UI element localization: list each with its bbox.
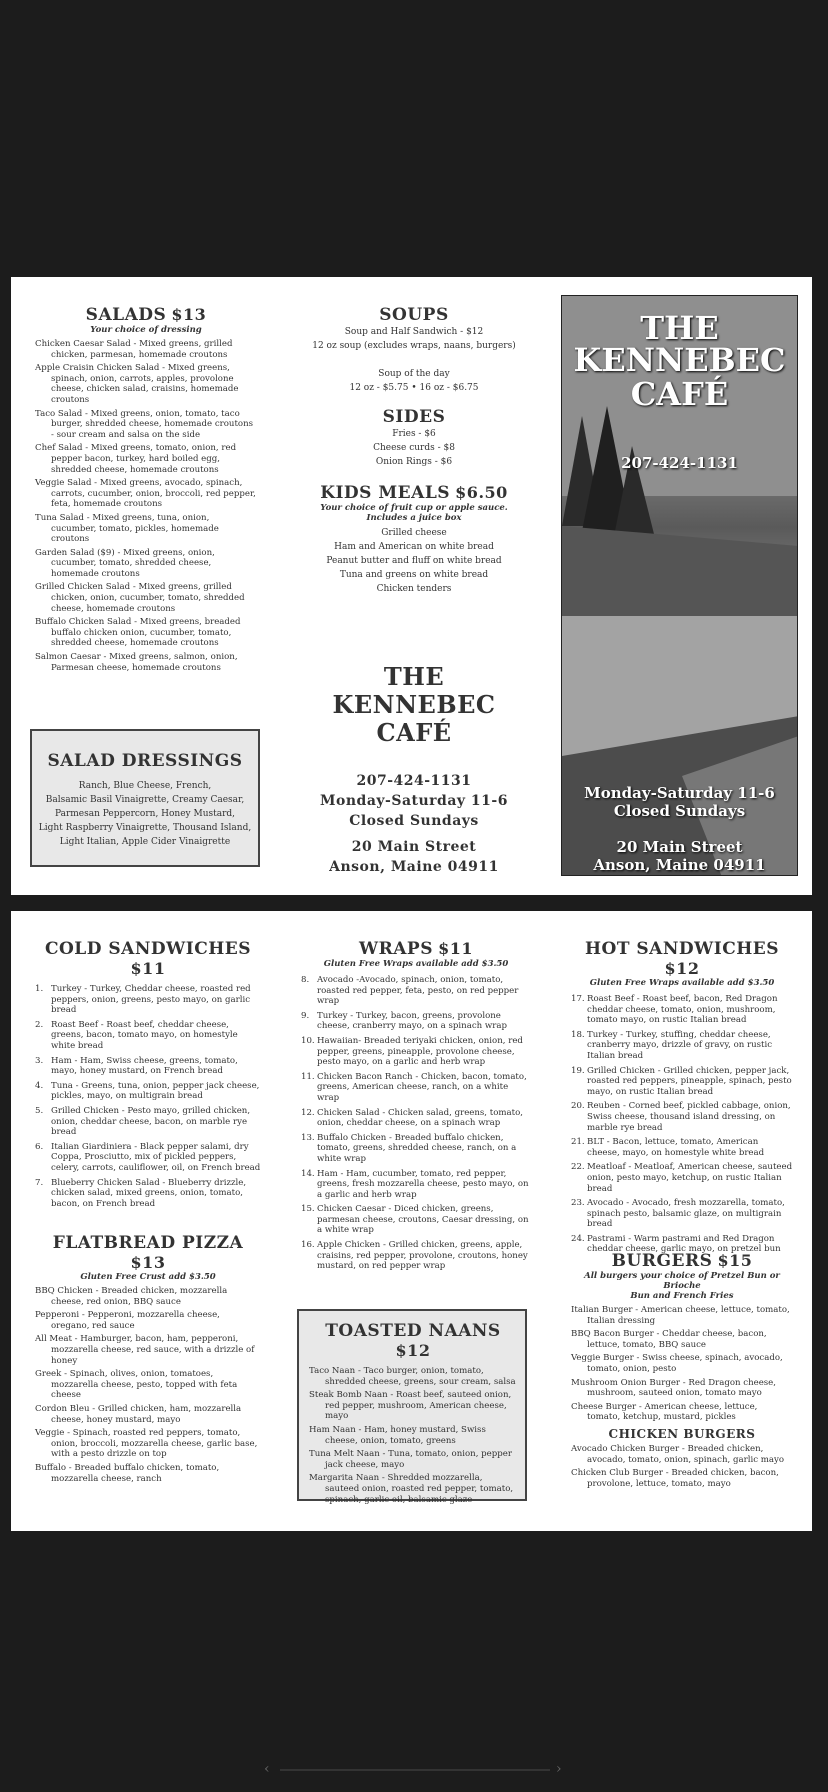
dressing-line: Light Raspberry Vinaigrette, Thousand Island, — [38, 823, 252, 833]
hot-item-number: 23. — [571, 1198, 585, 1209]
wrap-item-text: Avocado -Avocado, spinach, onion, tomato, roasted red pepper, feta, pesto, on red pepper wrap — [317, 975, 519, 1007]
cover-city: Anson, Maine 04911 — [593, 856, 766, 874]
wrap-item — [301, 1072, 531, 1104]
naans-price: $12 — [395, 1341, 431, 1360]
center-brand — [289, 663, 539, 877]
menu-panel-front — [11, 277, 812, 895]
naan-item: Ham Naan - Ham, honey mustard, Swiss cheese, onion, tomato, greens — [309, 1424, 486, 1446]
dressing-line: Parmesan Peppercorn, Honey Mustard, — [54, 809, 236, 819]
salad-item: Salmon Caesar - Mixed greens, salmon, onion, Parmesan cheese, homemade croutons — [35, 652, 238, 673]
chicken-burger-item: Avocado Chicken Burger - Breaded chicken, avocado, tomato, onion, spinach, garlic mayo — [571, 1443, 785, 1465]
cold-item — [35, 1106, 261, 1138]
brand-line-2: KENNEBEC — [332, 690, 496, 719]
brand-phone: 207-424-1131 — [356, 773, 472, 789]
salads-subtitle: Your choice of dressing — [90, 325, 202, 335]
wrap-item-number: 12. — [301, 1107, 315, 1118]
wrap-item-number: 9. — [301, 1010, 310, 1021]
cold-item-number: 7. — [35, 1177, 44, 1188]
wrap-item-text: Chicken Salad - Chicken salad, greens, tomato, onion, cheddar cheese, on a spinach wrap — [317, 1107, 524, 1129]
salads-title: SALADS — [85, 305, 167, 325]
wrap-item-number: 10. — [301, 1035, 315, 1046]
flatbread-item: Buffalo - Breaded buffalo chicken, tomato, mozzarella cheese, ranch — [35, 1462, 220, 1484]
salad-item: Buffalo Chicken Salad - Mixed greens, breaded buffalo chicken onion, cucumber, tomato, shredded cheese, homemade croutons — [35, 617, 241, 649]
burgers-section — [571, 1251, 793, 1492]
salad-item: Apple Craisin Chicken Salad - Mixed greens, spinach, onion, carrots, apples, provolone cheese, chicken salad, craisins, homemade croutons — [35, 363, 239, 405]
prev-page-icon[interactable]: ‹ — [264, 1761, 270, 1777]
kids-list — [289, 526, 539, 596]
next-page-icon[interactable]: › — [556, 1761, 562, 1777]
hot-item-text: Grilled Chicken - Grilled chicken, pepper jack, roasted red peppers, pineapple, spinach, pesto mayo, on rustic Italian bread — [587, 1065, 792, 1097]
kids-item: Grilled cheese — [381, 528, 447, 538]
dressings-title: SALAD DRESSINGS — [47, 751, 243, 771]
brand-line-1: THE — [383, 662, 445, 691]
wrap-item-text: Turkey - Turkey, bacon, greens, provolone cheese, cranberry mayo, on a spinach wrap — [317, 1010, 507, 1032]
hot-item — [571, 1137, 793, 1158]
kids-item: Tuna and greens on white bread — [339, 570, 489, 580]
wraps-list — [301, 975, 531, 1272]
salad-item: Grilled Chicken Salad - Mixed greens, grilled chicken, onion, cucumber, tomato, shredded cheese, homemade croutons — [35, 582, 245, 614]
cold-item-text: Tuna - Greens, tuna, onion, pepper jack cheese, pickles, mayo, on multigrain bread — [51, 1080, 260, 1102]
flatbread-item: BBQ Chicken - Breaded chicken, mozzarella cheese, red onion, BBQ sauce — [35, 1286, 228, 1307]
wraps-title: WRAPS — [359, 939, 433, 959]
wrap-item — [301, 975, 531, 1007]
burgers-price: $15 — [717, 1251, 753, 1270]
salad-item: Garden Salad ($9) - Mixed greens, onion, cucumber, tomato, shredded cheese, homemade croutons — [35, 547, 215, 579]
hot-item-text: Roast Beef - Roast beef, bacon, Red Dragon cheddar cheese, tomato, onion, mushroom, tomato mayo, on rustic Italian bread — [587, 994, 778, 1026]
salad-item: Taco Salad - Mixed greens, onion, tomato, taco burger, shredded cheese, homemade croutons - sour cream and salsa on the side — [35, 408, 254, 440]
sides-title: SIDES — [382, 407, 446, 427]
wraps-section — [301, 939, 531, 1276]
hot-item — [571, 994, 793, 1026]
burger-item: BBQ Bacon Burger - Cheddar cheese, bacon, lettuce, tomato, BBQ sauce — [571, 1329, 767, 1350]
cover-street: 20 Main Street — [616, 838, 743, 856]
flatbread-list — [35, 1286, 261, 1484]
burgers-title: BURGERS — [611, 1251, 713, 1271]
hot-subtitle: Gluten Free Wraps available add $3.50 — [589, 978, 775, 988]
flatbread-item: Cordon Bleu - Grilled chicken, ham, mozzarella cheese, honey mustard, mayo — [35, 1403, 242, 1425]
flatbread-item: Greek - Spinach, olives, onion, tomatoes, mozzarella cheese, pesto, topped with feta cheese — [35, 1369, 238, 1401]
salads-price: $13 — [171, 305, 207, 324]
chicken-burgers-list — [571, 1444, 793, 1489]
cold-item-number: 6. — [35, 1141, 44, 1152]
wrap-item-number: 16. — [301, 1240, 315, 1251]
wrap-item-number: 11. — [301, 1071, 315, 1082]
wraps-subtitle: Gluten Free Wraps available add $3.50 — [323, 959, 509, 969]
soups-line-1: Soup and Half Sandwich - $12 — [344, 327, 484, 337]
chicken-burger-item: Chicken Club Burger - Breaded chicken, bacon, provolone, lettuce, tomato, mayo — [571, 1468, 779, 1489]
wraps-price: $11 — [438, 939, 473, 958]
flatbread-price: $13 — [130, 1253, 166, 1272]
brand-hours: Monday-Saturday 11-6 — [320, 793, 508, 809]
hot-list — [571, 994, 793, 1255]
flatbread-title: FLATBREAD PIZZA — [52, 1233, 244, 1253]
salad-item: Veggie Salad - Mixed greens, avocado, spinach, carrots, cucumber, onion, broccoli, red pepper, feta, homemade croutons — [35, 478, 256, 510]
salad-item: Chicken Caesar Salad - Mixed greens, grilled chicken, parmesan, homemade croutons — [35, 339, 233, 360]
side-item: Cheese curds - $8 — [373, 443, 455, 453]
hot-price: $12 — [664, 959, 700, 978]
hot-item-number: 21. — [571, 1137, 585, 1148]
cold-price: $11 — [130, 959, 166, 978]
salad-item: Chef Salad - Mixed greens, tomato, onion, red pepper bacon, turkey, hard boiled egg, shredded cheese, homemade croutons — [35, 443, 237, 475]
kids-item: Chicken tenders — [376, 584, 452, 594]
cold-item-text: Roast Beef - Roast beef, cheddar cheese, greens, bacon, tomato mayo, on homestyle white bread — [51, 1019, 238, 1051]
side-item: Fries - $6 — [392, 429, 436, 439]
cold-item-number: 4. — [35, 1080, 44, 1091]
brand-street: 20 Main Street — [351, 839, 477, 855]
naan-item: Taco Naan - Taco burger, onion, tomato, shredded cheese, greens, sour cream, salsa — [309, 1366, 516, 1387]
flatbread-item: All Meat - Hamburger, bacon, ham, pepperoni, mozzarella cheese, red sauce, with a drizzle of honey — [35, 1334, 255, 1366]
brand-line-3: CAFÉ — [376, 718, 452, 747]
cold-item-text: Blueberry Chicken Salad - Blueberry drizzle, chicken salad, mixed greens, onion, tomato, bacon, on French bread — [51, 1177, 247, 1209]
dressing-line: Light Italian, Apple Cider Vinaigrette — [59, 837, 231, 847]
cover-closed: Closed Sundays — [613, 802, 746, 820]
cold-item-number: 5. — [35, 1105, 44, 1116]
cold-sandwiches-section — [35, 939, 261, 1213]
hot-title: HOT SANDWICHES — [584, 939, 780, 959]
wrap-item-text: Buffalo Chicken - Breaded buffalo chicken, tomato, greens, shredded cheese, ranch, on a white wrap — [317, 1132, 517, 1164]
kids-item: Peanut butter and fluff on white bread — [326, 556, 502, 566]
wrap-item — [301, 1036, 531, 1068]
cold-item-text: Grilled Chicken - Pesto mayo, grilled chicken, onion, cheddar cheese, bacon, on marble rye bread — [51, 1105, 251, 1138]
cold-item-number: 2. — [35, 1019, 44, 1030]
burger-item: Mushroom Onion Burger - Red Dragon cheese, mushroom, sauteed onion, tomato mayo — [571, 1377, 777, 1399]
hot-item-text: Avocado - Avocado, fresh mozzarella, tomato, spinach pesto, balsamic glaze, on multigrain bread — [587, 1198, 785, 1230]
hot-item-text: BLT - Bacon, lettuce, tomato, American cheese, mayo, on homestyle white bread — [587, 1137, 765, 1158]
burgers-list — [571, 1305, 793, 1423]
wrap-item — [301, 1011, 531, 1032]
hot-sandwiches-section — [571, 939, 793, 1259]
brand-city: Anson, Maine 04911 — [329, 859, 499, 875]
flatbread-item: Pepperoni - Pepperoni, mozzarella cheese, oregano, red sauce — [35, 1310, 220, 1331]
hot-item-number: 18. — [571, 1029, 585, 1040]
hot-item — [571, 1066, 793, 1098]
center-column — [289, 305, 539, 596]
kids-title: KIDS MEALS — [320, 483, 451, 503]
cover-line-2: KENNEBEC — [573, 341, 786, 379]
salads-section — [35, 305, 257, 676]
kids-subtitle-1: Your choice of fruit cup or apple sauce. — [320, 503, 508, 513]
hot-item-text: Meatloaf - Meatloaf, American cheese, sauteed onion, pesto mayo, ketchup, on rustic Italian bread — [587, 1162, 793, 1194]
cold-item — [35, 1020, 261, 1052]
hot-item-number: 17. — [571, 994, 585, 1004]
salad-item: Tuna Salad - Mixed greens, tuna, onion, cucumber, tomato, pickles, homemade croutons — [35, 512, 219, 545]
side-item: Onion Rings - $6 — [375, 457, 453, 467]
cold-title: COLD SANDWICHES — [44, 939, 252, 959]
cold-item — [35, 1178, 261, 1210]
cold-item — [35, 984, 261, 1016]
dressing-line: Ranch, Blue Cheese, French, — [78, 781, 212, 791]
cold-item-text: Turkey - Turkey, Cheddar cheese, roasted red peppers, onion, greens, pesto mayo, on garlic bread — [51, 984, 251, 1016]
wrap-item — [301, 1240, 531, 1272]
salad-dressings-box — [30, 729, 260, 867]
hot-item — [571, 1198, 793, 1230]
hot-item-text: Turkey - Turkey, stuffing, cheddar cheese, cranberry mayo, drizzle of gravy, on rustic Italian bread — [587, 1029, 773, 1061]
flatbread-item: Veggie - Spinach, roasted red peppers, tomato, onion, broccoli, mozzarella cheese, garlic base, with a pesto drizzle on top — [35, 1428, 258, 1460]
naans-list — [309, 1366, 517, 1505]
hot-item-number: 24. — [571, 1233, 585, 1244]
wrap-item-text: Apple Chicken - Grilled chicken, greens, apple, craisins, red pepper, provolone, croutons, honey mustard, on red pepper wrap — [317, 1240, 528, 1272]
soups-line-2: 12 oz soup (excludes wraps, naans, burgers) — [312, 341, 516, 351]
cover-photo — [561, 295, 798, 876]
cover-line-3: CAFÉ — [630, 375, 729, 413]
cold-item-number: 3. — [35, 1055, 44, 1066]
hot-item — [571, 1162, 793, 1194]
brand-closed: Closed Sundays — [349, 813, 479, 829]
chicken-burgers-title: CHICKEN BURGERS — [608, 1426, 756, 1441]
wrap-item-number: 8. — [301, 975, 310, 985]
hot-item-text: Reuben - Corned beef, pickled cabbage, onion, Swiss cheese, thousand island dressing, on marble rye bread — [587, 1101, 791, 1133]
burger-item: Veggie Burger - Swiss cheese, spinach, avocado, tomato, onion, pesto — [571, 1353, 783, 1374]
toasted-naans-box — [297, 1309, 527, 1505]
soup-of-the-day: Soup of the day — [378, 369, 450, 379]
wrap-item-text: Chicken Bacon Ranch - Chicken, bacon, tomato, greens, American cheese, ranch, on a white wrap — [317, 1071, 527, 1103]
cold-item-text: Ham - Ham, Swiss cheese, greens, tomato, mayo, honey mustard, on French bread — [51, 1055, 238, 1077]
cold-item-number: 1. — [35, 984, 44, 994]
salads-list — [35, 339, 257, 673]
cover-phone: 207-424-1131 — [621, 454, 738, 472]
hot-item — [571, 1101, 793, 1133]
hot-item-number: 20. — [571, 1101, 585, 1112]
cover-hours: Monday-Saturday 11-6 — [584, 784, 775, 802]
naans-title: TOASTED NAANS — [325, 1321, 501, 1341]
wrap-item-text: Hawaiian- Breaded teriyaki chicken, onion, red pepper, greens, pineapple, provolone cheese, pesto mayo, on a garlic and herb wrap — [317, 1035, 523, 1068]
wrap-item-number: 15. — [301, 1204, 315, 1215]
cover-line-1: THE — [640, 309, 719, 347]
naan-item: Steak Bomb Naan - Roast beef, sauteed onion, red pepper, mushroom, American cheese, mayo — [309, 1390, 512, 1422]
menu-panel-inside — [11, 911, 812, 1531]
flatbread-subtitle: Gluten Free Crust add $3.50 — [80, 1272, 216, 1282]
page-scrollbar[interactable] — [280, 1769, 550, 1771]
burgers-subtitle-2: Bun and French Fries — [630, 1291, 734, 1301]
hot-item-number: 22. — [571, 1162, 585, 1173]
kids-item: Ham and American on white bread — [334, 542, 494, 552]
dressings-list — [32, 779, 258, 849]
cold-item — [35, 1081, 261, 1102]
cold-item-text: Italian Giardiniera - Black pepper salami, dry Coppa, Prosciutto, mix of pickled peppers, celery, carrots, cauliflower, oil, on French bread — [51, 1141, 261, 1173]
cold-list — [35, 984, 261, 1209]
wrap-item — [301, 1108, 531, 1129]
kids-price: $6.50 — [455, 483, 508, 502]
dressing-line: Balsamic Basil Vinaigrette, Creamy Caesar, — [45, 795, 245, 805]
flatbread-section — [35, 1233, 261, 1487]
cold-item — [35, 1056, 261, 1077]
cold-item — [35, 1142, 261, 1174]
naan-item: Margarita Naan - Shredded mozzarella, sauteed onion, roasted red pepper, tomato, spinach, garlic oil, balsamic glaze — [309, 1473, 514, 1505]
wrap-item-text: Chicken Caesar - Diced chicken, greens, parmesan cheese, croutons, Caesar dressing, on a white wrap — [317, 1204, 529, 1236]
sides-list — [289, 427, 539, 469]
burger-item: Cheese Burger - American cheese, lettuce, tomato, ketchup, mustard, pickles — [571, 1401, 758, 1423]
soups-title: SOUPS — [379, 305, 449, 325]
wrap-item-number: 14. — [301, 1168, 315, 1179]
hot-item-text: Pastrami - Warm pastrami and Red Dragon cheddar cheese, garlic mayo, on pretzel bun — [587, 1233, 781, 1255]
burgers-subtitle-1: All burgers your choice of Pretzel Bun or Brioche — [584, 1271, 780, 1291]
burger-item: Italian Burger - American cheese, lettuce, tomato, Italian dressing — [571, 1305, 790, 1326]
wrap-item-text: Ham - Ham, cucumber, tomato, red pepper, greens, fresh mozzarella cheese, pesto mayo, on a garlic and herb wrap — [317, 1168, 529, 1200]
hot-item-number: 19. — [571, 1065, 585, 1076]
soup-of-the-day-prices: 12 oz - $5.75 • 16 oz - $6.75 — [349, 383, 479, 393]
kids-subtitle-2: Includes a juice box — [366, 513, 462, 523]
wrap-item — [301, 1204, 531, 1236]
hot-item — [571, 1030, 793, 1062]
wrap-item — [301, 1169, 531, 1201]
wrap-item — [301, 1133, 531, 1165]
wrap-item-number: 13. — [301, 1132, 315, 1143]
naan-item: Tuna Melt Naan - Tuna, tomato, onion, pepper jack cheese, mayo — [309, 1449, 512, 1470]
